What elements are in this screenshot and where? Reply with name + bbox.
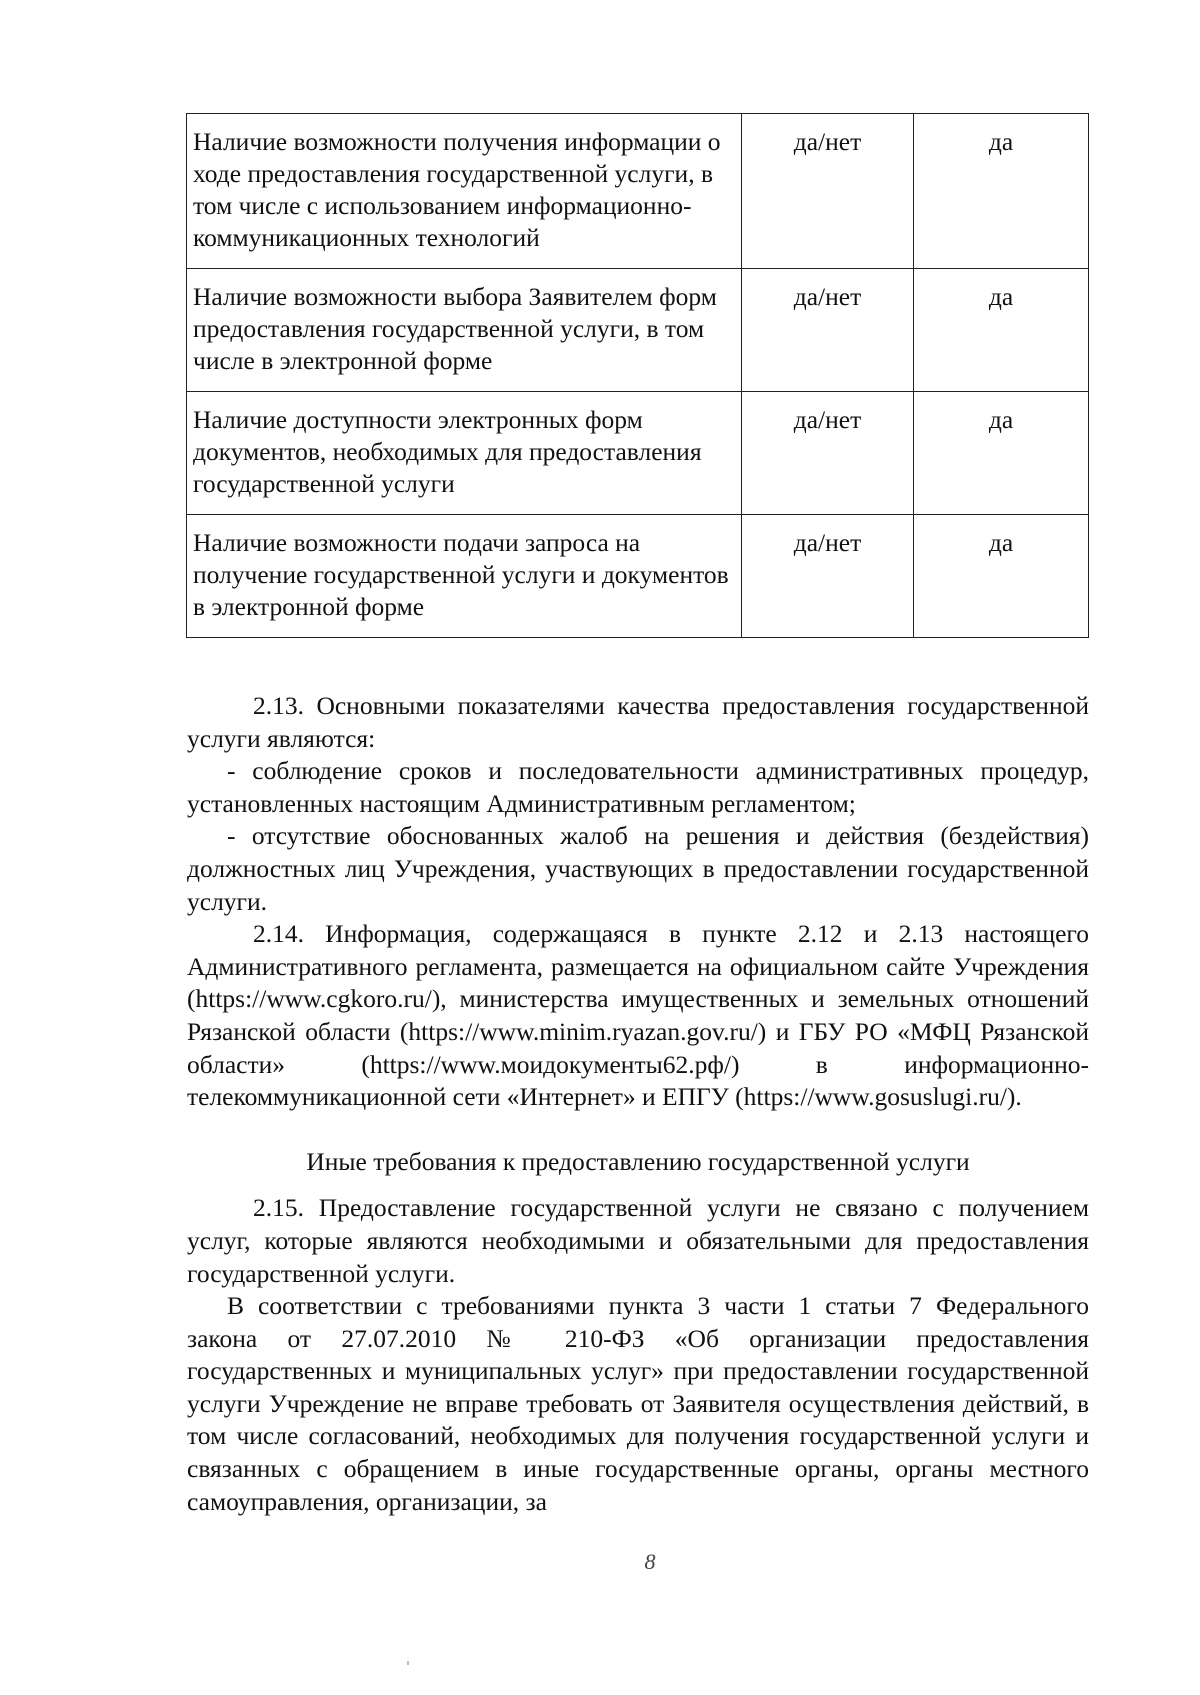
indicator-cell: Наличие доступности электронных форм документов, необходимых для предоставления государственной услуги: [187, 392, 742, 515]
value-cell: да: [914, 269, 1089, 392]
unit-cell: да/нет: [742, 269, 914, 392]
paragraph-2-14: 2.14. Информация, содержащаяся в пункте 2.12 и 2.13 настоящего Административного регламента, размещается на официальном сайте Учреждения (https://www.cgkoro.ru/), министерства имущественных и земельных отношений Рязанской области (https://www.minim.ryazan.gov.ru/) и ГБУ РО «МФЦ Рязанской области» (https://www.моидокументы62.рф/) в информационно-телекоммуникационной сети «Интернет» и ЕПГУ (https://www.gosuslugi.ru/).: [187, 919, 1089, 1112]
value-cell: да: [914, 114, 1089, 269]
document-body: [187, 690, 1089, 1518]
table-row: [187, 392, 1089, 515]
paragraph-2-15: 2.15. Предоставление государственной услуги не связано с получением услуг, которые являются необходимыми и обязательными для предоставления государственной услуги.: [187, 1193, 1089, 1288]
section-heading: Иные требования к предоставлению государственной услуги: [306, 1146, 970, 1176]
paragraph-bullet-2: - отсутствие обоснованных жалоб на решения и действия (бездействия) должностных лиц Учреждения, участвующих в предоставлении государственной услуги.: [187, 821, 1089, 916]
indicator-cell: Наличие возможности подачи запроса на получение государственной услуги и документов в электронной форме: [187, 515, 742, 638]
paragraph-final: В соответствии с требованиями пункта 3 части 1 статьи 7 Федерального закона от 27.07.2010 № 210-ФЗ «Об организации предоставления государственных и муниципальных услуг» при предоставлении государственной услуги Учреждение не вправе требовать от Заявителя осуществления действий, в том числе согласований, необходимых для получения государственной услуги и связанных с обращением в иные государственные органы, органы местного самоуправления, организации, за: [187, 1291, 1089, 1516]
page-number: 8: [644, 1549, 656, 1574]
indicator-cell: Наличие возможности получения информации о ходе предоставления государственной услуги, в том числе с использованием информационно-коммуникационных технологий: [187, 114, 742, 269]
scan-speck: [407, 1661, 409, 1665]
unit-cell: да/нет: [742, 515, 914, 638]
paragraph-bullet-1: - соблюдение сроков и последовательности административных процедур, установленных настоящим Административным регламентом;: [187, 756, 1089, 818]
unit-cell: да/нет: [742, 114, 914, 269]
table-row: [187, 515, 1089, 638]
indicator-cell: Наличие возможности выбора Заявителем форм предоставления государственной услуги, в том числе в электронной форме: [187, 269, 742, 392]
table-row: [187, 269, 1089, 392]
table-row: [187, 114, 1089, 269]
paragraph-2-13: 2.13. Основными показателями качества предоставления государственной услуги являются:: [187, 691, 1089, 753]
unit-cell: да/нет: [742, 392, 914, 515]
value-cell: да: [914, 392, 1089, 515]
quality-indicators-table: [186, 113, 1089, 638]
value-cell: да: [914, 515, 1089, 638]
